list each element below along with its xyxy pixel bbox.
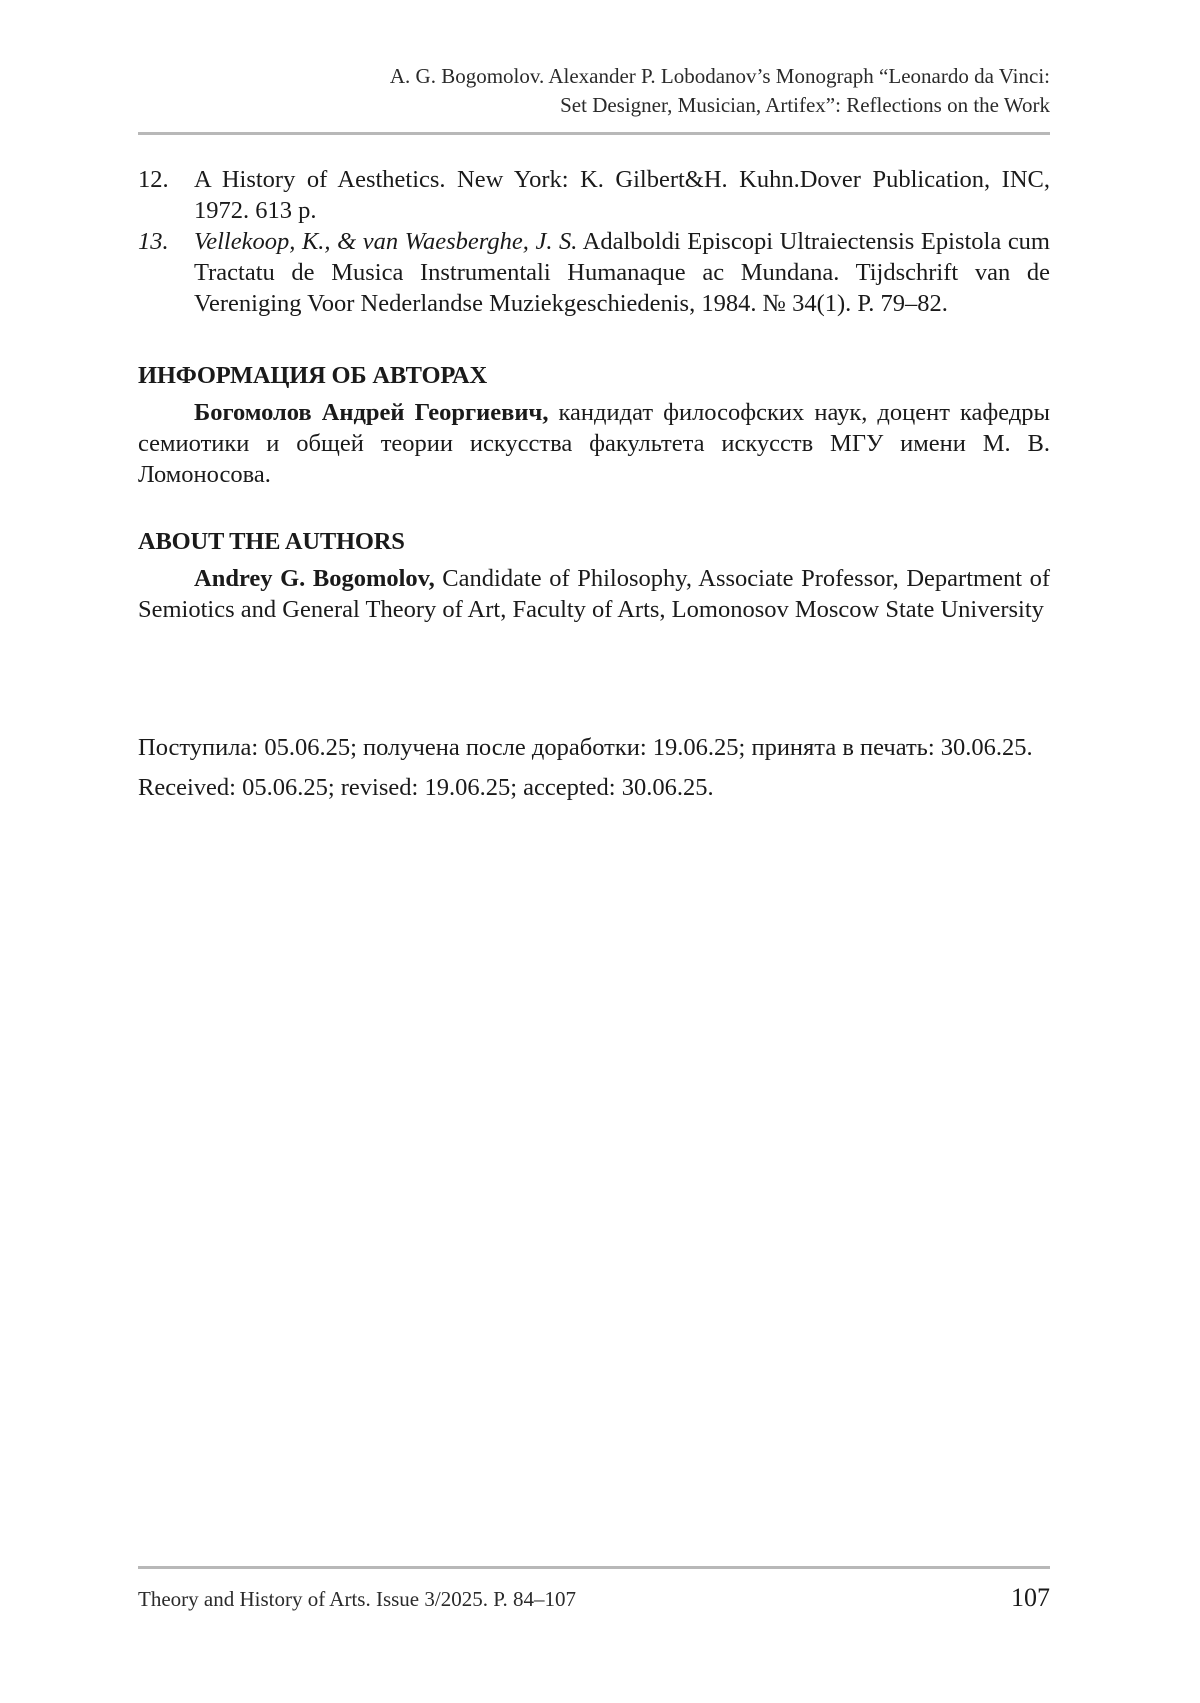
reference-text: [194, 226, 1050, 319]
author-info-en: [138, 563, 1050, 625]
author-info-ru: [138, 397, 1050, 490]
author-description-ru: кандидат философских наук, доцент кафедры семиотики и общей теории искусства факультета искусств МГУ имени М. В. Ломоносова.: [138, 399, 1051, 488]
reference-list: [138, 164, 1050, 319]
dates-ru: Поступила: 05.06.25; получена после доработки: 19.06.25; принята в печать: 30.06.25.: [138, 734, 1033, 761]
reference-text: A History of Aesthetics. New York: K. Gilbert&H. Kuhn.Dover Publication, INC, 1972. 613 p.: [194, 166, 1050, 224]
author-name-ru: Богомолов Андрей Георгиевич,: [194, 399, 549, 426]
reference-title: Adalboldi Episcopi Ultraiectensis Epistola cum Tractatu de Musica Instrumentali Humanaque ac Mundana. Tijdschrift van de Vereniging Voor Nederlandse Muziekgeschiedenis, 1984. № 34(1). P. 79–82.: [194, 228, 1050, 317]
reference-item-12: [138, 164, 1050, 226]
reference-item-13: [138, 226, 1050, 319]
author-name-en: Andrey G. Bogomolov,: [194, 565, 435, 592]
dates-en: Received: 05.06.25; revised: 19.06.25; accepted: 30.06.25.: [138, 774, 714, 801]
running-header-line-2: Set Designer, Musician, Artifex”: Reflections on the Work: [560, 93, 1050, 117]
section-heading-en: ABOUT THE AUTHORS: [138, 528, 405, 555]
document-page: [138, 0, 1050, 1703]
header-divider: [138, 132, 1050, 135]
page-footer: [138, 1583, 1050, 1613]
authors-section-ru: [138, 360, 1050, 490]
authors-section-en: [138, 526, 1050, 625]
reference-number: 12.: [138, 166, 169, 193]
footer-divider: [138, 1566, 1050, 1569]
running-header: [138, 62, 1050, 120]
page-number: 107: [1011, 1583, 1050, 1612]
journal-citation: Theory and History of Arts. Issue 3/2025. P. 84–107: [138, 1587, 577, 1611]
running-header-line-1: A. G. Bogomolov. Alexander P. Lobodanov’s Monograph “Leonardo da Vinci:: [389, 64, 1050, 88]
author-description-en: Candidate of Philosophy, Associate Professor, Department of Semiotics and General Theory of Art, Faculty of Arts, Lomonosov Moscow State University: [138, 565, 1051, 623]
section-heading-ru: ИНФОРМАЦИЯ ОБ АВТОРАХ: [138, 362, 487, 389]
reference-authors: Vellekoop, K., & van Waesberghe, J. S.: [194, 228, 578, 255]
reference-number: 13.: [138, 228, 169, 255]
submission-dates: [138, 734, 1050, 802]
